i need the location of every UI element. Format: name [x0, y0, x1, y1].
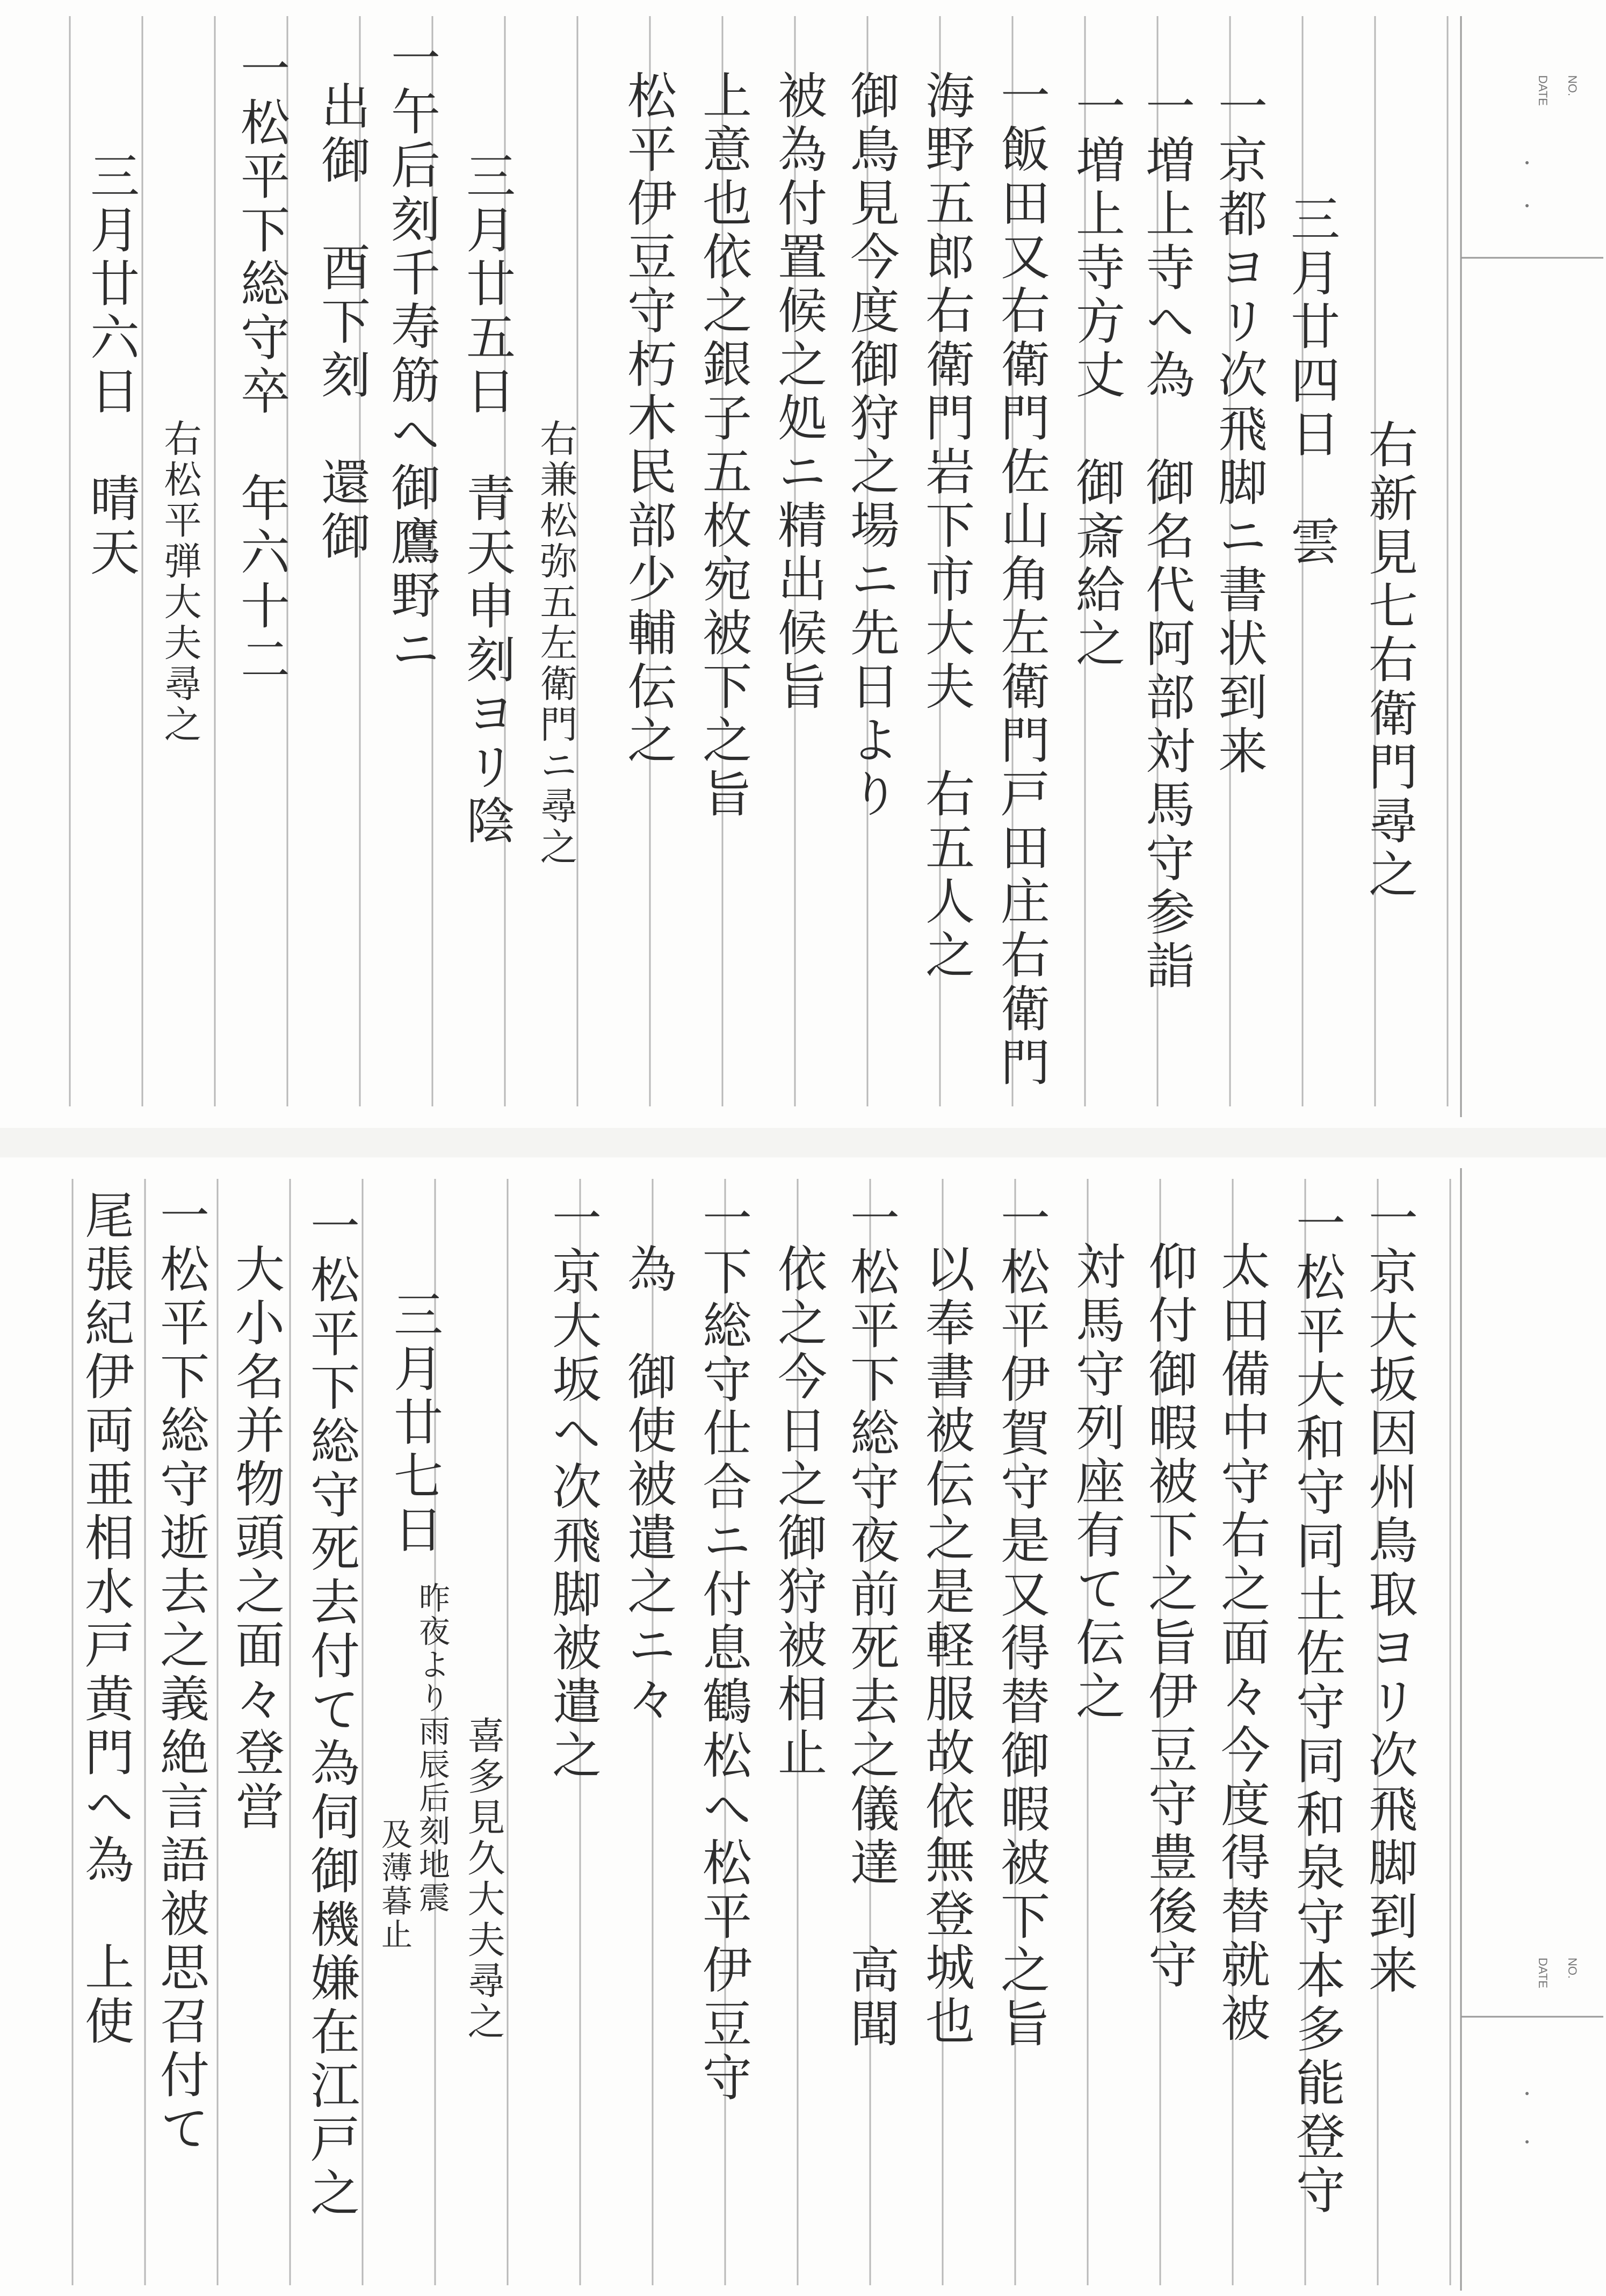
page-gap [0, 1128, 1606, 1157]
no-label: NO. [1566, 1958, 1579, 1979]
text-column: 一増上寺へ為 御名代阿部対馬守参詣 [1138, 81, 1195, 994]
text-column: 一松平下総守死去付て為伺御機嫌在江戸之 [302, 1200, 360, 2221]
date-label: DATE [1536, 75, 1550, 106]
date-heading: 三月廿七日 [386, 1289, 443, 1558]
text-column: 海野五郎右衛門岩下市大夫 右五人之 [917, 70, 975, 983]
date-dot [1525, 2140, 1529, 2143]
text-column: 一京大坂因州鳥取ヨリ次飛脚到来 [1361, 1192, 1418, 1998]
text-column: 尾張紀伊両亜相水戸黄門へ為 上使 [77, 1190, 134, 2049]
text-column: 一京都ヨリ次飛脚ニ書状到来 [1210, 81, 1268, 779]
date-dot [1525, 2092, 1529, 2095]
no-label: NO. [1566, 75, 1579, 97]
text-column: 一増上寺方丈 御斎給之 [1068, 81, 1125, 671]
weather-note: 昨夜より雨辰后刻地震 [414, 1582, 450, 1915]
date-heading: 三月廿四日 雲 [1283, 193, 1340, 569]
text-column: 太田備中守右之面々今度得替就被 [1213, 1241, 1270, 2046]
top-notebook-page [0, 0, 1606, 1128]
text-column: 松平伊豆守朽木民部少輔伝之 [619, 70, 677, 768]
text-column: 一松平大和守同土佐守同和泉守本多能登守 [1288, 1198, 1345, 2218]
text-column: 仰付御暇被下之旨伊豆守豊後守 [1140, 1241, 1198, 1993]
text-column: 一下総守仕合ニ付息鶴松へ松平伊豆守 [695, 1192, 752, 2105]
text-column: 上意也依之銀子五枚宛被下之旨 [695, 70, 752, 822]
date-heading: 三月廿六日 晴天 [82, 150, 140, 580]
date-dot [1525, 204, 1529, 207]
text-column: 大小名并物頭之面々登営 [227, 1243, 285, 1834]
date-dot [1525, 161, 1529, 164]
text-column: 一京大坂へ次飛脚被遣之 [544, 1192, 602, 1783]
text-column: 依之今日之御狩被相止 [770, 1243, 827, 1780]
text-column: 一松平伊賀守是又得替御暇被下之旨 [993, 1192, 1050, 2052]
text-column: 一松平下総守卒 年六十二 [233, 43, 290, 687]
text-column: 為 御使被遣之ニ々 [619, 1243, 677, 1727]
text-column: 一飯田又右衛門佐山角左衛門戸田庄右衛門 [993, 70, 1050, 1090]
text-column: 一午后刻千寿筋へ御鷹野ニ [383, 32, 440, 677]
text-column: 右兼松弥五左衛門ニ尋之 [534, 419, 578, 868]
text-column: 一松平下総守逝去之義絶言語被思召付て [152, 1190, 209, 2156]
text-column: 出御 酉下刻 還御 [313, 81, 371, 564]
text-column: 御鳥見今度御狩之場ニ先日より [842, 70, 900, 822]
text-column: 以奉書被伝之是軽服故依無登城也 [917, 1243, 975, 2049]
text-column: 一松平下総守夜前死去之儀達 高聞 [842, 1192, 900, 2052]
date-label: DATE [1536, 1958, 1550, 1989]
text-column: 被為付置候之処ニ精出候旨 [770, 70, 827, 714]
text-column: 右新見七右衛門尋之 [1361, 419, 1418, 902]
text-column: 喜多見久大夫尋之 [461, 1716, 505, 2043]
text-column: 対馬守列座有て伝之 [1068, 1241, 1125, 1724]
bottom-notebook-page [0, 1157, 1606, 2296]
text-column: 右松平弾大夫尋之 [158, 419, 202, 745]
date-heading: 三月廿五日 青天申刻ヨリ陰 [458, 150, 516, 849]
weather-note: 及薄暮止 [376, 1818, 413, 1951]
